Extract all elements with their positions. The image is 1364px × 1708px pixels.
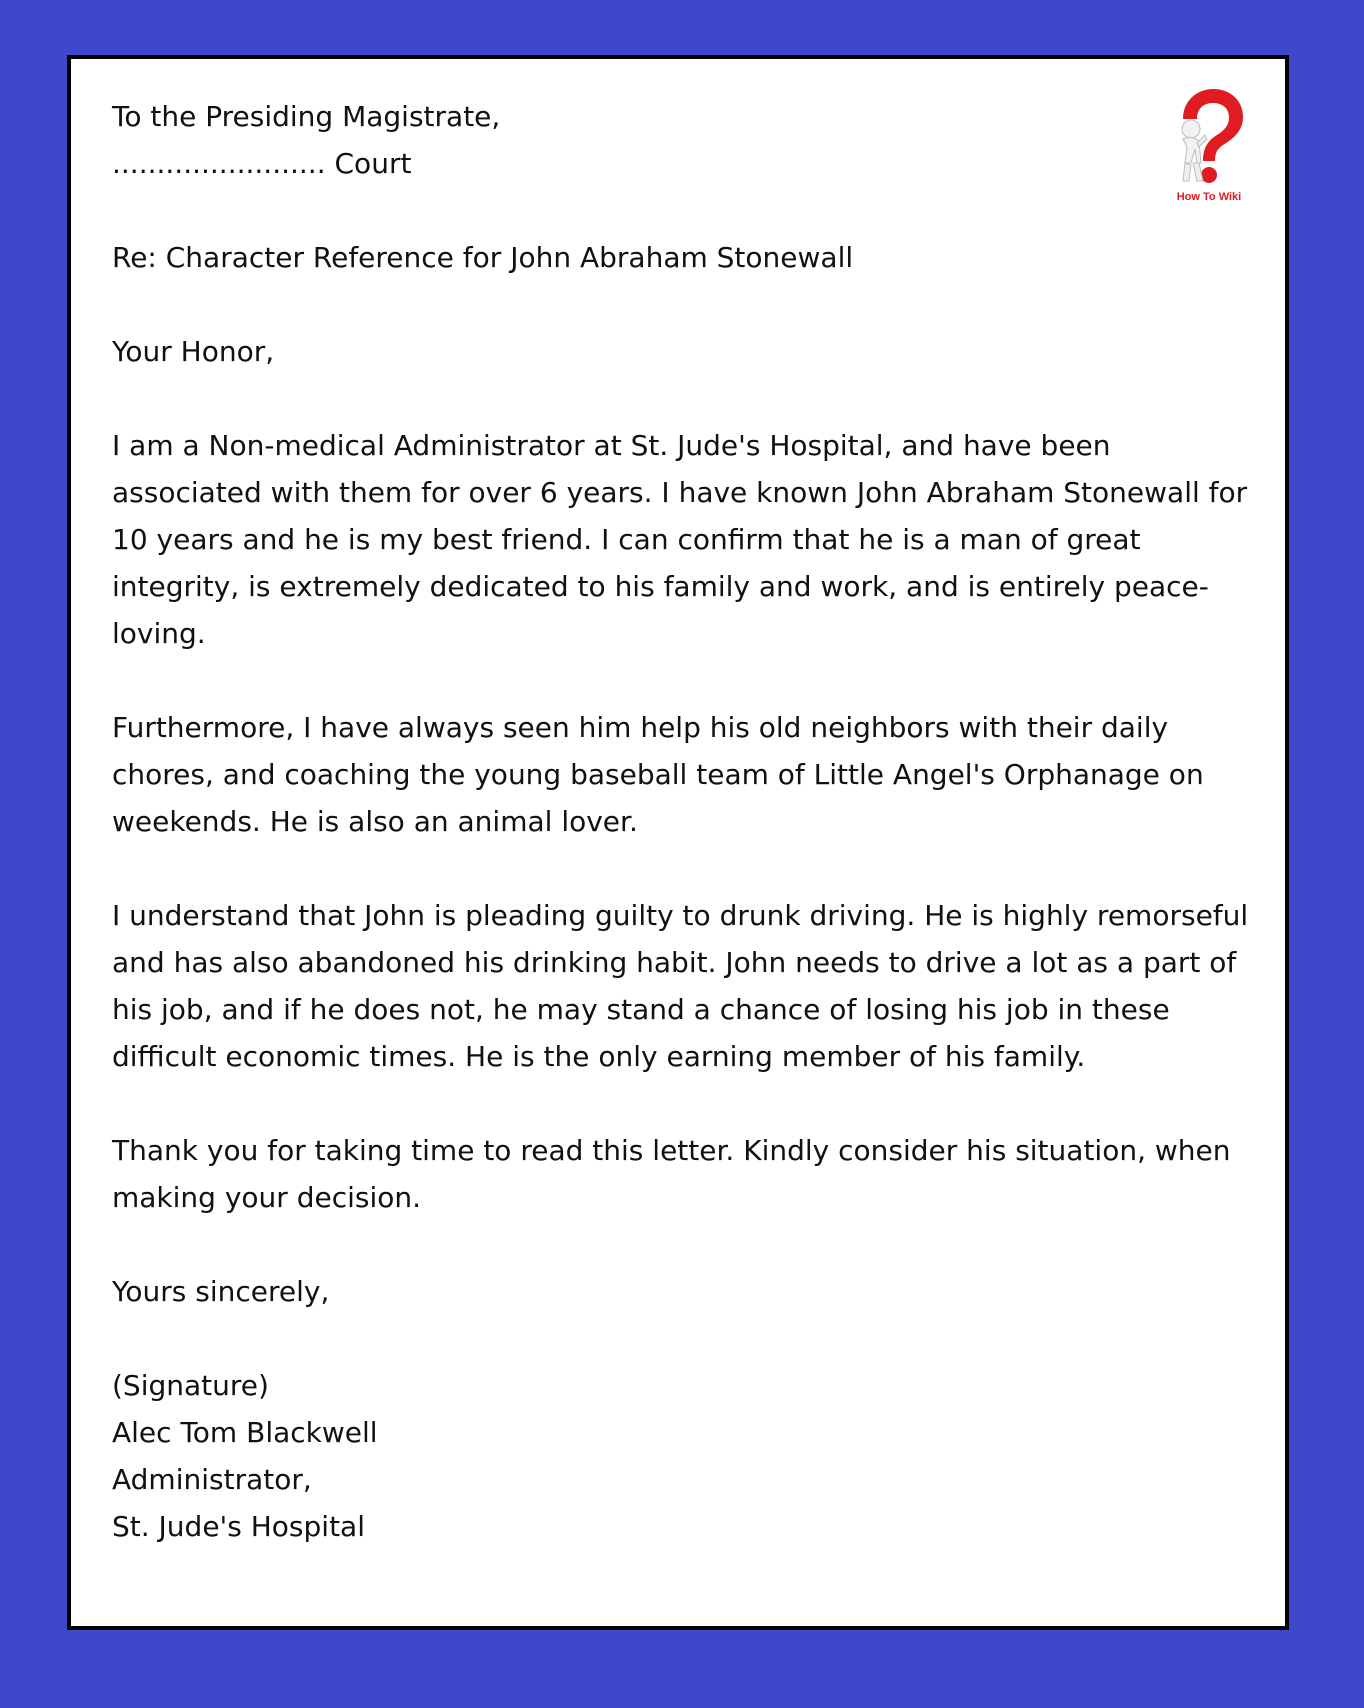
closing: Yours sincerely, [112,1275,330,1308]
body-paragraph-4: Thank you for taking time to read this letter. Kindly consider his situation, when making your decision. [112,1134,1231,1214]
addressee-line-2: ........................ Court [112,147,412,180]
signature-placeholder: (Signature) [112,1369,269,1402]
subject-line: Re: Character Reference for John Abraham Stonewall [112,241,854,274]
body-paragraph-3: I understand that John is pleading guilty to drunk driving. He is highly remorseful and has also abandoned his drinking habit. John needs to drive a lot as a part of his job, and if he does not, he may stand a chance of losing his job in these difficult economic times. He is the only earning member of his family. [112,899,1249,1073]
body-paragraph-1: I am a Non-medical Administrator at St. Jude's Hospital, and have been associated with them for over 6 years. I have known John Abraham Stonewall for 10 years and he is my best friend. I can confirm that he is a man of great integrity, is extremely dedicated to his family and work, and is entirely peace-loving. [112,429,1248,650]
addressee-block [112,93,1262,187]
letter-page [67,55,1289,1630]
logo-text: How To Wiki [1176,191,1242,203]
signature-block [112,1362,1262,1550]
addressee-line-1: To the Presiding Magistrate, [112,100,501,133]
signer-name: Alec Tom Blackwell [112,1416,378,1449]
signer-title: Administrator, [112,1463,312,1496]
signer-organization: St. Jude's Hospital [112,1510,365,1543]
body-paragraph-2: Furthermore, I have always seen him help his old neighbors with their daily chores, and coaching the young baseball team of Little Angel's Orphanage on weekends. He is also an animal lover. [112,711,1204,838]
letter-body [112,93,1262,1550]
salutation: Your Honor, [112,335,275,368]
